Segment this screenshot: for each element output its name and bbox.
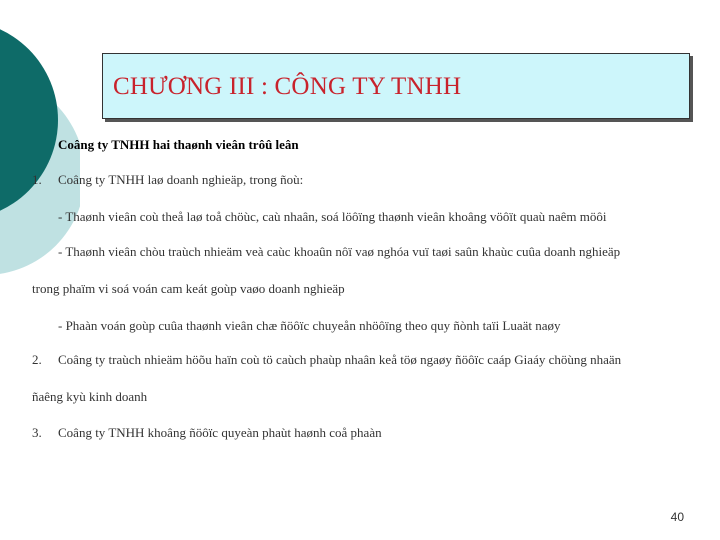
item-1-sub-a: - Thaønh vieân coù theå laø toå chöùc, caù nhaân, soá löôïng thaønh vieân khoâng vöôït quaù naêm möôi [58, 209, 607, 224]
page-number: 40 [670, 510, 684, 524]
item-3-text: Coâng ty TNHH khoâng ñöôïc quyeàn phaùt haønh coå phaàn [58, 425, 382, 440]
item-1-sub-b: - Thaønh vieân chòu traùch nhieäm veà caùc khoaûn nôï vaø nghóa vuï taøi saûn khaùc cuûa doanh nghieäp [58, 244, 621, 259]
item-2-text: Coâng ty traùch nhieäm höõu haïn coù tö caùch phaùp nhaân keå töø ngaøy ñöôïc caáp Giaáy chöùng nhaän [58, 352, 622, 367]
item-2-cont: ñaêng kyù kinh doanh [32, 389, 148, 404]
list-marker-2: 2. [32, 352, 42, 367]
item-1-sub-b-cont: trong phaïm vi soá voán cam keát goùp vaøo doanh nghieäp [32, 281, 345, 296]
item-1-sub-c: - Phaàn voán goùp cuûa thaønh vieân chæ ñöôïc chuyeån nhöôïng theo quy ñònh taïi Luaät naøy [58, 318, 561, 333]
list-marker-3: 3. [32, 425, 42, 440]
slide-title: CHƯƠNG III : CÔNG TY TNHH [113, 73, 462, 100]
item-1-text: Coâng ty TNHH laø doanh nghieäp, trong ñoù: [58, 172, 304, 187]
subheading: Coâng ty TNHH hai thaønh vieân trôû leân [58, 137, 299, 152]
list-marker-1: 1. [32, 172, 42, 187]
title-box [102, 53, 690, 119]
